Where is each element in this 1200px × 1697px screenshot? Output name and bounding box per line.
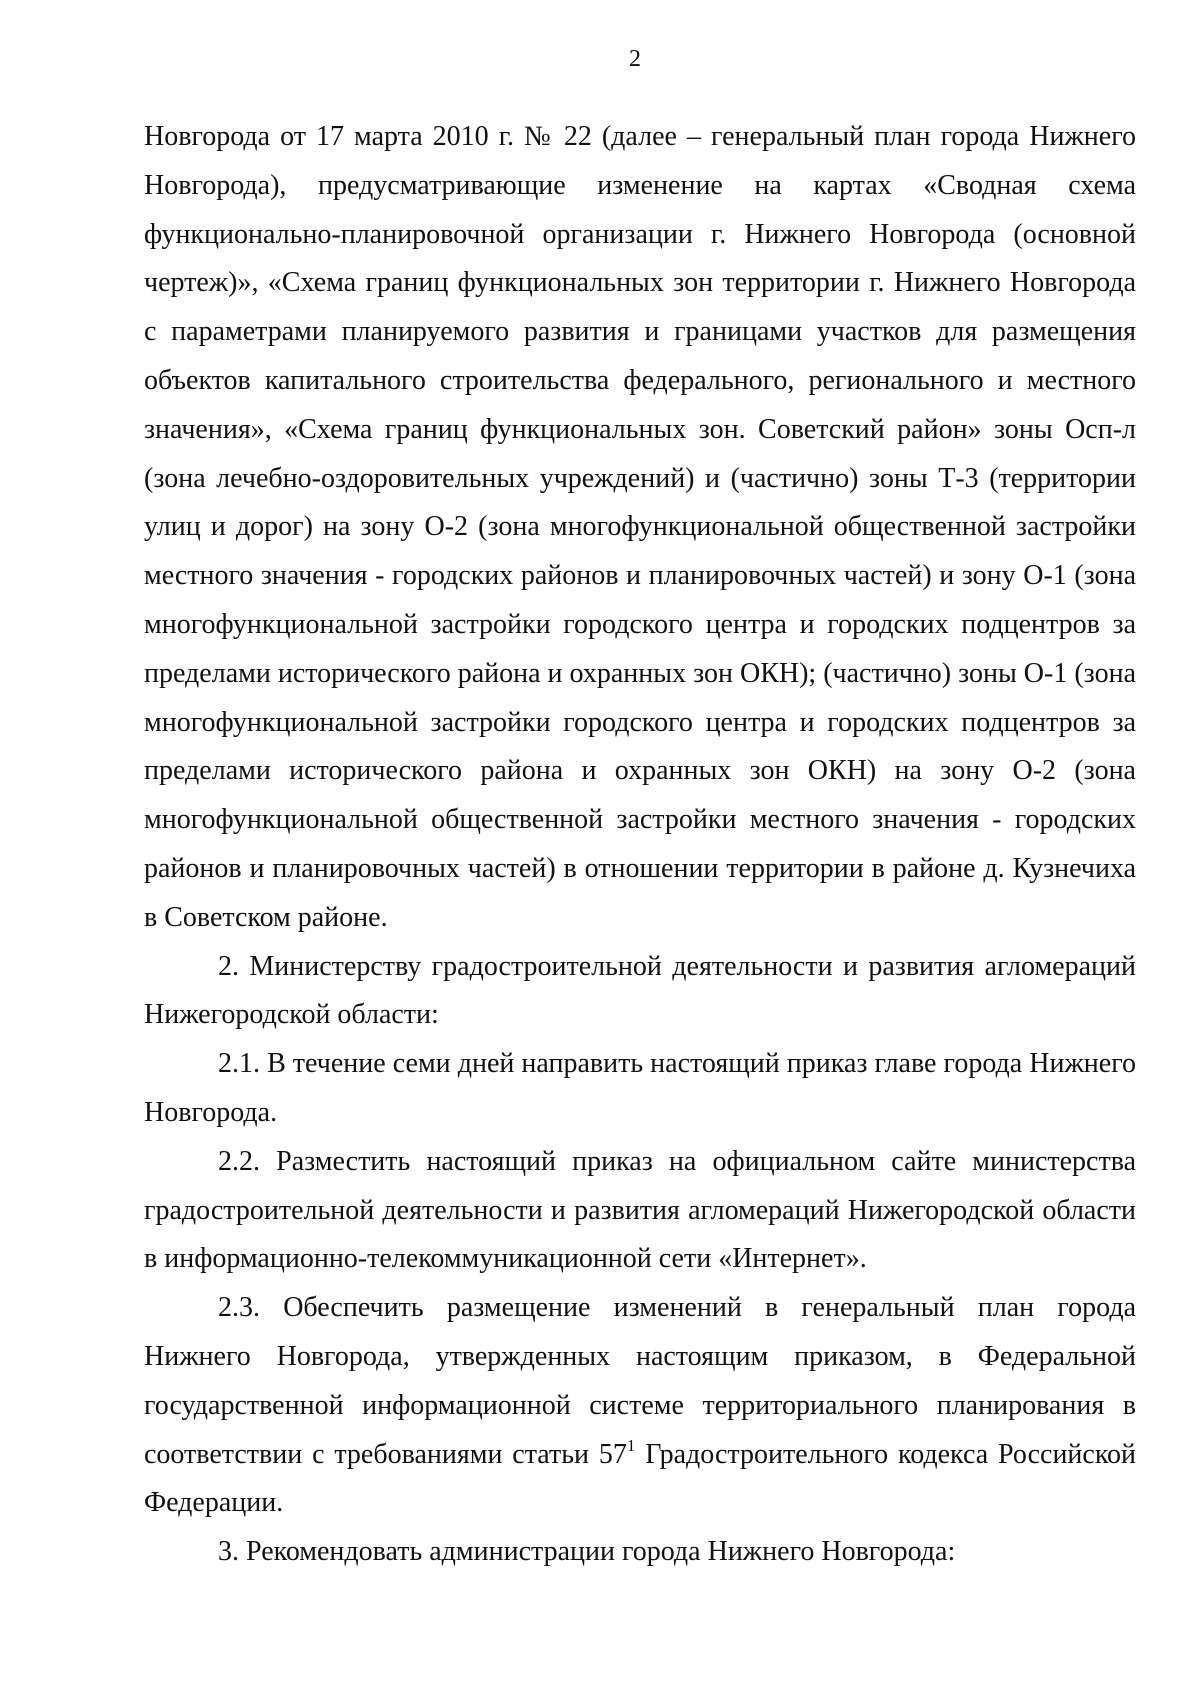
paragraph-item-2: 2. Министерству градостроительной деятельности и развития агломераций Нижегородской области: xyxy=(144,950,1136,1031)
paragraph-item-2-1: 2.1. В течение семи дней направить настоящий приказ главе города Нижнего Новгорода. xyxy=(144,1048,1136,1128)
article-superscript: 1 xyxy=(626,1435,636,1455)
paragraph-item-2-3-text-before: 2.3. Обеспечить размещение изменений в генеральный план города Нижнего Новгорода, утвержденных настоящим приказом, в Федеральной государственной информационной системе территориального планирования в соответствии с требованиями статьи 57 xyxy=(144,1292,1136,1470)
document-body xyxy=(144,113,1136,1577)
page-number: 2 xyxy=(629,46,641,72)
paragraph-item-2-2: 2.2. Разместить настоящий приказ на официальном сайте министерства градостроительной деятельности и развития агломераций Нижегородской области в информационно-телекоммуникационной сети «Интернет». xyxy=(144,1145,1136,1275)
paragraph-item-2-3 xyxy=(144,1284,1136,1528)
paragraph-item-2-3-text-after: Градостроительного кодекса Российской Федерации. xyxy=(144,1438,1137,1519)
paragraph-continuation: Новгорода от 17 марта 2010 г. № 22 (далее – генеральный план города Нижнего Новгорода), предусматривающие изменение на картах «Сводная схема функционально-планировочной организации г. Нижнего Новгорода (основной чертеж)», «Схема границ функциональных зон территории г. Нижнего Новгорода с параметрами планируемого развития и границами участков для размещения объектов капитального строительства федерального, регионального и местного значения», «Схема границ функциональных зон. Советский район» зоны Осп-л (зона лечебно-оздоровительных учреждений) и (частично) зоны Т-3 (территории улиц и дорог) на зону О-2 (зона многофункциональной общественной застройки местного значения - городских районов и планировочных частей) и зону О-1 (зона многофункциональной застройки городского центра и городских подцентров за пределами исторического района и охранных зон ОКН); (частично) зоны О-1 (зона многофункциональной застройки городского центра и городских подцентров за пределами исторического района и охранных зон ОКН) на зону О-2 (зона многофункциональной общественной застройки местного значения - городских районов и планировочных частей) в отношении территории в районе д. Кузнечиха в Советском районе. xyxy=(144,121,1136,933)
paragraph-item-3: 3. Рекомендовать администрации города Нижнего Новгорода: xyxy=(218,1536,956,1568)
